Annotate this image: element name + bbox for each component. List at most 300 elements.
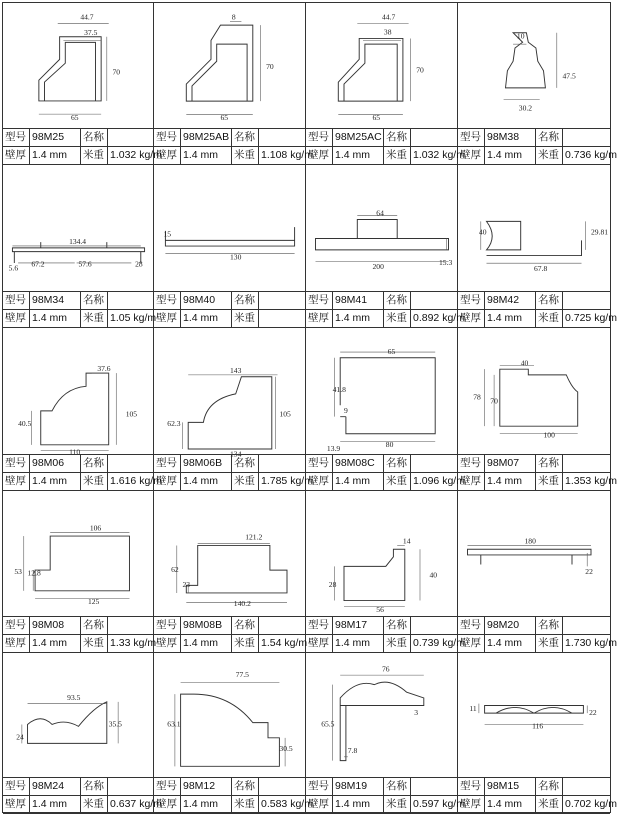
- name-value: [108, 455, 154, 473]
- dimension-label: 24: [16, 732, 24, 742]
- spec-table: [458, 128, 617, 164]
- profile-section-svg: [3, 3, 154, 129]
- model-code: 98M34: [30, 292, 81, 310]
- profile-catalog-sheet: [2, 2, 617, 813]
- spec-row-model: [154, 617, 305, 635]
- name-value: [259, 292, 306, 310]
- dimension-label: 30.5: [279, 744, 293, 754]
- name-value: [108, 129, 154, 147]
- dimension-label: 12.8: [27, 568, 41, 578]
- dimension-label: 22: [589, 708, 597, 718]
- dimension-label: 70: [490, 396, 498, 406]
- spec-row-wall: [154, 473, 305, 491]
- profile-drawing: [154, 653, 305, 778]
- spec-row-wall: [306, 310, 457, 328]
- name-value: [259, 778, 306, 796]
- spec-row-model: [3, 617, 153, 635]
- dimension-label: 14: [402, 536, 411, 546]
- wall-label: 壁厚: [306, 796, 333, 814]
- name-value: [108, 617, 154, 635]
- spec-row-wall: [3, 796, 153, 814]
- profile-drawing: [458, 165, 610, 292]
- weight-value: 0.583 kg/m: [259, 796, 306, 814]
- profile-outline: [344, 549, 405, 600]
- dimension-label: 62: [171, 565, 179, 575]
- name-label: 名称: [81, 455, 108, 473]
- dimension-label: 40: [478, 227, 487, 237]
- spec-row-wall: [458, 796, 610, 814]
- dimension-label: 29.81: [591, 227, 609, 237]
- profile-card: [306, 491, 465, 653]
- model-label: 型号: [458, 617, 485, 635]
- profile-drawing: [306, 491, 457, 617]
- profile-drawing: [3, 328, 153, 455]
- weight-value: 1.032 kg/m: [411, 147, 458, 165]
- dimension-label: 70: [416, 65, 424, 75]
- weight-label: 米重: [232, 635, 259, 653]
- profile-drawing: [458, 328, 610, 455]
- dimension-label: 38: [383, 27, 392, 37]
- wall-value: 1.4 mm: [181, 147, 232, 165]
- weight-value: 0.725 kg/m: [563, 310, 611, 328]
- spec-table: [306, 454, 465, 490]
- weight-value: 0.736 kg/m: [563, 147, 611, 165]
- profile-section-svg: [154, 491, 306, 617]
- name-value: [563, 778, 611, 796]
- wall-label: 壁厚: [3, 310, 30, 328]
- wall-label: 壁厚: [154, 473, 181, 491]
- profile-section-svg: [458, 653, 610, 778]
- model-code: 98M08C: [333, 455, 384, 473]
- spec-row-wall: [154, 635, 305, 653]
- model-code: 98M25AB: [181, 129, 232, 147]
- wall-value: 1.4 mm: [485, 635, 536, 653]
- name-label: 名称: [384, 617, 411, 635]
- model-label: 型号: [3, 778, 30, 796]
- name-value: [108, 292, 154, 310]
- profile-section-svg: [3, 653, 154, 778]
- name-value: [411, 455, 458, 473]
- profile-section-svg: [458, 328, 610, 455]
- name-value: [563, 455, 611, 473]
- model-code: 98M38: [485, 129, 536, 147]
- spec-table: [458, 616, 617, 652]
- weight-label: 米重: [81, 796, 108, 814]
- spec-table: [3, 291, 157, 327]
- profile-drawing: [3, 653, 153, 778]
- spec-row-model: [458, 778, 610, 796]
- spec-table: [458, 777, 617, 813]
- dimension-label: 77.5: [235, 670, 249, 680]
- profile-card: [154, 328, 313, 491]
- spec-row-model: [458, 455, 610, 473]
- model-code: 98M06: [30, 455, 81, 473]
- wall-value: 1.4 mm: [181, 635, 232, 653]
- profile-section-svg: [3, 165, 154, 292]
- profile-outline: [165, 227, 294, 246]
- weight-label: 米重: [536, 635, 563, 653]
- wall-value: 1.4 mm: [333, 310, 384, 328]
- weight-label: 米重: [81, 310, 108, 328]
- wall-value: 1.4 mm: [30, 635, 81, 653]
- dimension-label: 37.5: [84, 27, 98, 37]
- model-code: 98M12: [181, 778, 232, 796]
- profile-outline: [41, 373, 109, 445]
- model-label: 型号: [306, 292, 333, 310]
- weight-label: 米重: [536, 796, 563, 814]
- weight-value: 0.597 kg/m: [411, 796, 458, 814]
- model-label: 型号: [458, 129, 485, 147]
- dimension-label: 65: [220, 113, 229, 123]
- dimension-label: 143: [230, 365, 242, 375]
- model-code: 98M42: [485, 292, 536, 310]
- dimension-label: 106: [89, 523, 102, 533]
- weight-label: 米重: [536, 147, 563, 165]
- name-value: [411, 129, 458, 147]
- model-code: 98M25: [30, 129, 81, 147]
- spec-row-model: [458, 292, 610, 310]
- spec-row-wall: [458, 310, 610, 328]
- model-label: 型号: [3, 455, 30, 473]
- profile-section-svg: [306, 653, 458, 778]
- profile-outline: [340, 358, 435, 434]
- profile-card: [306, 653, 465, 814]
- weight-value: 0.702 kg/m: [563, 796, 611, 814]
- weight-value: 1.785 kg/m: [259, 473, 306, 491]
- weight-value: 1.616 kg/m: [108, 473, 154, 491]
- profile-drawing: [154, 328, 305, 459]
- weight-label: 米重: [384, 635, 411, 653]
- name-label: 名称: [384, 455, 411, 473]
- profile-card: [306, 328, 465, 491]
- dimension-label: 78: [473, 392, 481, 402]
- profile-drawing: [306, 3, 457, 129]
- weight-label: 米重: [232, 796, 259, 814]
- dimension-label: 9: [344, 405, 348, 415]
- profile-outline: [186, 25, 253, 101]
- name-label: 名称: [536, 617, 563, 635]
- profile-card: [306, 165, 465, 328]
- weight-label: 米重: [81, 147, 108, 165]
- profile-card: [458, 328, 617, 491]
- name-label: 名称: [232, 778, 259, 796]
- model-code: 98M25AC: [333, 129, 384, 147]
- weight-value: 1.33 kg/m: [108, 635, 154, 653]
- model-label: 型号: [154, 617, 181, 635]
- profile-drawing: [458, 491, 610, 617]
- model-code: 98M19: [333, 778, 384, 796]
- weight-label: 米重: [232, 147, 259, 165]
- spec-row-model: [154, 455, 305, 473]
- model-label: 型号: [154, 778, 181, 796]
- name-label: 名称: [384, 129, 411, 147]
- weight-value: 0.739 kg/m: [411, 635, 458, 653]
- dimension-label: 47.5: [562, 71, 576, 81]
- spec-table: [306, 777, 465, 813]
- spec-row-wall: [154, 310, 305, 328]
- model-code: 98M40: [181, 292, 232, 310]
- spec-row-model: [306, 292, 457, 310]
- dimension-label: 105: [125, 409, 138, 419]
- profile-card: [154, 491, 306, 653]
- weight-label: 米重: [384, 310, 411, 328]
- wall-value: 1.4 mm: [30, 796, 81, 814]
- profile-section-svg: [306, 328, 458, 455]
- model-label: 型号: [3, 292, 30, 310]
- name-value: [259, 129, 306, 147]
- wall-label: 壁厚: [3, 147, 30, 165]
- dimension-label: 125: [87, 597, 100, 607]
- weight-value: 1.032 kg/m: [108, 147, 154, 165]
- dimension-label: 180: [524, 536, 536, 546]
- dimension-label: 37.6: [97, 364, 111, 374]
- spec-row-wall: [306, 635, 457, 653]
- model-label: 型号: [154, 455, 181, 473]
- model-label: 型号: [154, 129, 181, 147]
- dimension-label: 3: [414, 708, 419, 718]
- name-value: [108, 778, 154, 796]
- name-label: 名称: [81, 129, 108, 147]
- profile-drawing: [154, 165, 305, 292]
- weight-label: 米重: [536, 473, 563, 491]
- profile-outline: [28, 702, 107, 744]
- wall-label: 壁厚: [458, 473, 485, 491]
- wall-value: 1.4 mm: [333, 473, 384, 491]
- name-label: 名称: [81, 617, 108, 635]
- spec-row-wall: [154, 147, 305, 165]
- name-label: 名称: [384, 292, 411, 310]
- model-label: 型号: [458, 455, 485, 473]
- model-label: 型号: [3, 617, 30, 635]
- name-value: [411, 292, 458, 310]
- name-label: 名称: [384, 778, 411, 796]
- model-code: 98M08: [30, 617, 81, 635]
- dimension-label: 28: [328, 580, 337, 590]
- model-code: 98M15: [485, 778, 536, 796]
- profile-section-svg: [154, 328, 306, 459]
- profile-outline: [487, 221, 582, 255]
- name-value: [411, 617, 458, 635]
- profile-card: [458, 491, 617, 653]
- wall-value: 1.4 mm: [181, 473, 232, 491]
- name-label: 名称: [232, 617, 259, 635]
- dimension-label: 67.2: [31, 259, 45, 269]
- spec-table: [154, 616, 308, 652]
- dimension-label: 28: [135, 259, 143, 269]
- wall-label: 壁厚: [154, 635, 181, 653]
- wall-label: 壁厚: [3, 635, 30, 653]
- spec-table: [458, 291, 617, 327]
- wall-label: 壁厚: [306, 473, 333, 491]
- profile-card: [306, 3, 465, 165]
- dimension-label: 53: [14, 566, 22, 576]
- spec-table: [3, 616, 157, 652]
- profile-section-svg: [154, 165, 306, 292]
- wall-label: 壁厚: [458, 635, 485, 653]
- profile-section-svg: [3, 328, 154, 455]
- name-label: 名称: [81, 292, 108, 310]
- profile-drawing: [3, 3, 153, 129]
- weight-label: 米重: [536, 310, 563, 328]
- dimension-label: 5.6: [8, 263, 19, 273]
- profile-outline: [500, 369, 578, 426]
- dimension-label: 22: [585, 566, 593, 576]
- profile-drawing: [458, 3, 610, 129]
- weight-value: 1.05 kg/m: [108, 310, 154, 328]
- weight-label: 米重: [232, 473, 259, 491]
- model-label: 型号: [306, 129, 333, 147]
- spec-row-wall: [306, 147, 457, 165]
- name-label: 名称: [232, 455, 259, 473]
- name-label: 名称: [232, 292, 259, 310]
- weight-label: 米重: [384, 473, 411, 491]
- model-label: 型号: [458, 778, 485, 796]
- profile-card: [154, 653, 313, 814]
- dimension-label: 65: [372, 113, 381, 123]
- spec-row-model: [306, 617, 457, 635]
- dimension-label: 15.3: [439, 258, 453, 268]
- spec-row-wall: [154, 796, 305, 814]
- spec-table: [154, 291, 305, 327]
- dimension-label: 140.2: [233, 599, 251, 609]
- weight-value: 0.892 kg/m: [411, 310, 458, 328]
- profile-drawing: [458, 653, 610, 778]
- spec-row-model: [3, 292, 153, 310]
- dimension-label: 70: [112, 67, 121, 77]
- profile-card: [458, 3, 617, 165]
- dimension-label: 130: [230, 252, 242, 262]
- weight-value: 1.108 kg/m: [259, 147, 306, 165]
- dimension-label: 93.5: [67, 692, 81, 702]
- dimension-label: 200: [372, 261, 384, 271]
- profile-section-svg: [458, 165, 610, 292]
- model-code: 98M24: [30, 778, 81, 796]
- profile-section-svg: [3, 491, 154, 617]
- weight-value: 1.730 kg/m: [563, 635, 611, 653]
- spec-table: [3, 128, 162, 164]
- dimension-label: 40.5: [18, 418, 32, 428]
- profile-card: [458, 165, 617, 328]
- weight-label: 米重: [232, 310, 259, 328]
- dimension-label: 10: [516, 31, 525, 41]
- dimension-label: 11: [469, 704, 477, 714]
- profile-outline: [186, 545, 287, 593]
- dimension-label: 110: [69, 447, 81, 457]
- profile-section-svg: [154, 3, 306, 129]
- spec-row-model: [154, 129, 305, 147]
- name-value: [411, 778, 458, 796]
- wall-label: 壁厚: [154, 310, 181, 328]
- dimension-label: 63.1: [167, 719, 181, 729]
- weight-value: 1.54 kg/m: [259, 635, 306, 653]
- dimension-label: 134: [230, 449, 242, 459]
- wall-value: 1.4 mm: [30, 147, 81, 165]
- dimension-label: 67.8: [534, 263, 548, 273]
- dimension-label: 40: [520, 358, 529, 368]
- wall-label: 壁厚: [306, 635, 333, 653]
- wall-value: 1.4 mm: [333, 796, 384, 814]
- dimension-label: 116: [532, 721, 544, 731]
- weight-value: 0.637 kg/m: [108, 796, 154, 814]
- profile-card: [3, 3, 162, 165]
- spec-row-wall: [458, 147, 610, 165]
- wall-value: 1.4 mm: [485, 473, 536, 491]
- name-value: [259, 617, 306, 635]
- dimension-label: 41.8: [332, 384, 346, 394]
- profile-card: [3, 653, 162, 814]
- spec-row-model: [154, 292, 305, 310]
- spec-table: [306, 616, 465, 652]
- dimension-label: 13.9: [326, 443, 341, 453]
- spec-table: [306, 128, 465, 164]
- spec-row-model: [458, 617, 610, 635]
- spec-table: [154, 128, 313, 164]
- spec-row-model: [306, 455, 457, 473]
- spec-row-wall: [3, 473, 153, 491]
- profile-outline: [338, 38, 403, 101]
- dimension-label: 23: [182, 580, 191, 590]
- spec-table: [458, 454, 617, 490]
- model-label: 型号: [154, 292, 181, 310]
- name-label: 名称: [536, 292, 563, 310]
- profile-drawing: [3, 165, 153, 292]
- dimension-label: 105: [279, 409, 291, 419]
- spec-row-model: [3, 455, 153, 473]
- profile-drawing: [306, 328, 457, 455]
- profile-section-svg: [458, 491, 610, 617]
- wall-value: 1.4 mm: [333, 635, 384, 653]
- profile-outline: [485, 706, 584, 714]
- spec-row-model: [3, 129, 153, 147]
- profile-card: [3, 165, 157, 328]
- dimension-label: 56: [376, 604, 384, 614]
- profile-card: [154, 3, 313, 165]
- dimension-label: 76: [382, 664, 390, 674]
- spec-row-wall: [3, 310, 153, 328]
- dimension-label: 100: [543, 430, 555, 440]
- dimension-label: 62.3: [167, 419, 181, 429]
- wall-value: 1.4 mm: [181, 310, 232, 328]
- spec-row-wall: [306, 473, 457, 491]
- wall-value: 1.4 mm: [30, 473, 81, 491]
- profile-card: [458, 653, 617, 814]
- dimension-label: 70: [266, 61, 274, 71]
- model-label: 型号: [306, 617, 333, 635]
- spec-table: [154, 777, 313, 813]
- dimension-label: 8: [231, 12, 236, 22]
- profile-drawing: [154, 491, 305, 617]
- profile-card: [3, 491, 157, 653]
- spec-row-model: [154, 778, 305, 796]
- dimension-label: 134.4: [69, 237, 87, 247]
- spec-row-wall: [306, 796, 457, 814]
- dimension-label: 30.2: [518, 103, 533, 113]
- wall-label: 壁厚: [3, 796, 30, 814]
- model-code: 98M41: [333, 292, 384, 310]
- wall-label: 壁厚: [458, 796, 485, 814]
- wall-value: 1.4 mm: [30, 310, 81, 328]
- weight-label: 米重: [384, 147, 411, 165]
- dimension-label: 121.2: [245, 532, 263, 542]
- dimension-label: 65: [70, 112, 79, 122]
- spec-table: [3, 454, 162, 490]
- model-code: 98M20: [485, 617, 536, 635]
- profile-card: [154, 165, 306, 328]
- dimension-label: 80: [385, 440, 394, 450]
- dimension-label: 15: [163, 229, 172, 239]
- model-code: 98M07: [485, 455, 536, 473]
- profile-card: [3, 328, 162, 491]
